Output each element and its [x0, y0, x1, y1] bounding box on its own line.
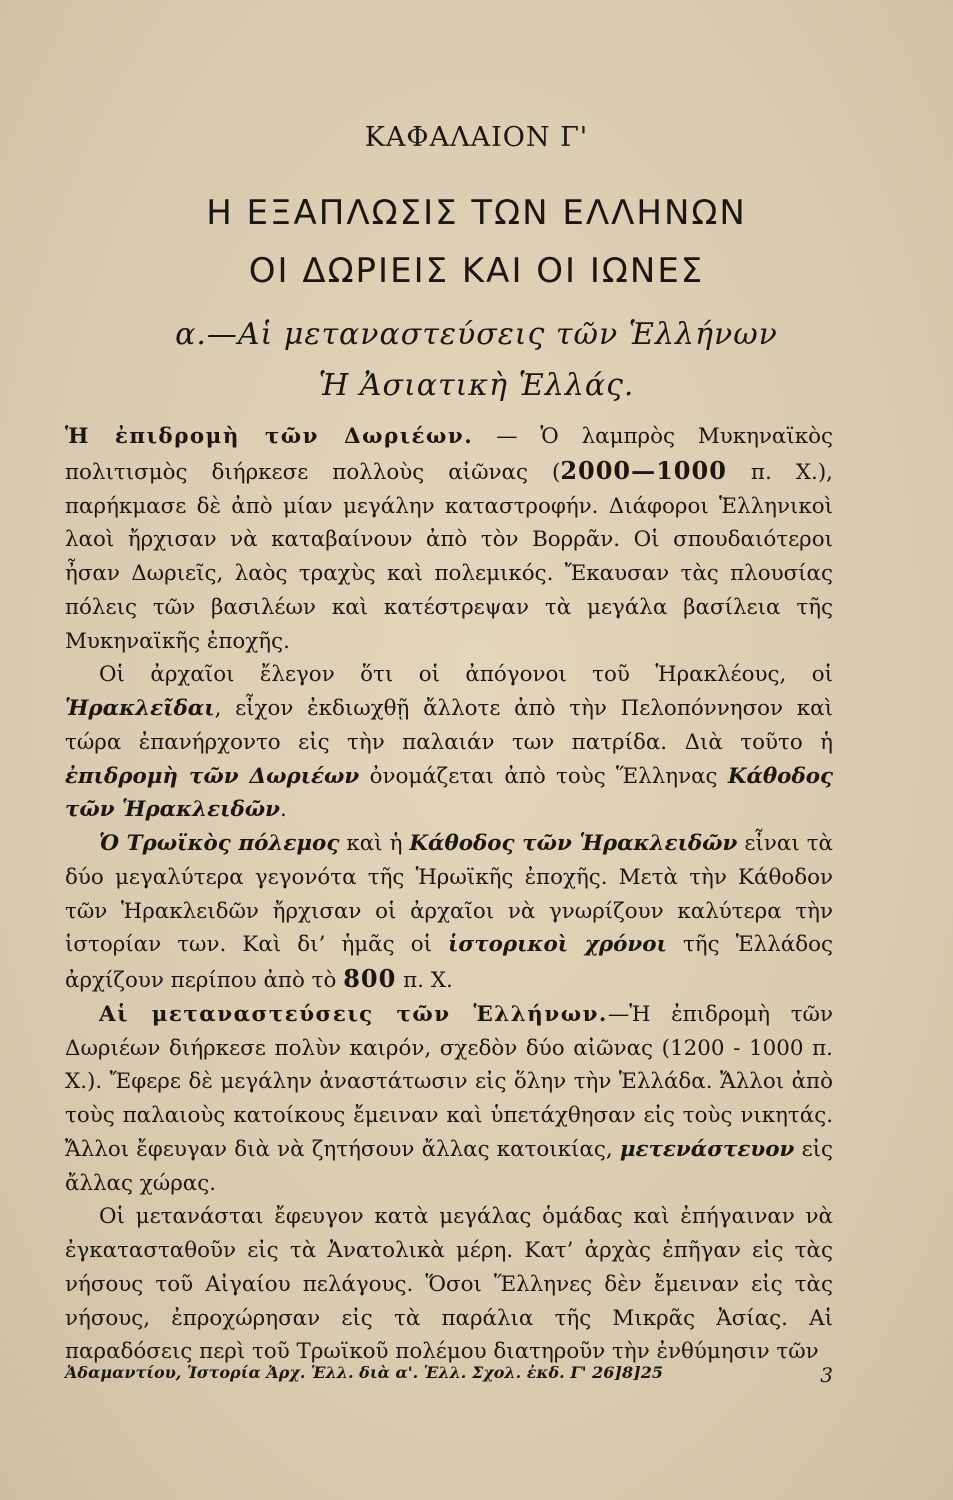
text-span: εἶναι τὰ δύο μεγαλύτερα γεγονότα τῆς Ἡρωϊκῆς ἐποχῆς. Μετὰ τὴν Κάθοδον τῶν Ἡρακλειδῶν ἤρχισαν οἱ ἀρχαῖοι νὰ γνωρίζουν καλύτερα τὴν ἱστορίαν των. Καὶ δι’ ἡμᾶς οἱ — [65, 831, 833, 958]
emphasis: ἐπιδρομὴ τῶν Δωριέων — [65, 763, 360, 789]
text-span: Οἱ ἀρχαῖοι ἔλεγον ὅτι οἱ ἀπόγονοι τοῦ Ἡρακλέους, οἱ — [99, 662, 833, 688]
emphasis: Κάθοδος τῶν Ἡρακλειδῶν — [409, 831, 738, 856]
text-span: —Ἡ ἐπιδρομὴ τῶν Δωριέων διήρκεσε πολὺν καιρόν, σχεδὸν δύο αἰῶνας (1200 - 1000 π. Χ.). Ἔφερε δὲ μεγάλην ἀναστάτωσιν εἰς ὅλην τὴν Ἑλλάδα. Ἄλλοι ἀπὸ τοὺς παλαιοὺς κατοίκους ἔμειναν καὶ ὑπετάχθησαν εἰς τοὺς νικητάς. Ἄλλοι ἔφευγαν διὰ νὰ ζητήσουν ἄλλας κατοικίας, — [65, 1001, 833, 1162]
paragraph-3 — [65, 827, 833, 998]
emphasis: Ἡρακλεῖδαι — [65, 696, 215, 721]
subtitle-line-2: Ἡ Ἀσιατικὴ Ἑλλάς. — [318, 368, 635, 403]
page-number: 3 — [820, 1363, 833, 1387]
title-line-1: Η ΕΞΑΠΛΩΣΙΣ ΤΩΝ ΕΛΛΗΝΩΝ — [206, 193, 747, 233]
text-span: π. Χ. — [396, 968, 453, 993]
emphasis: ἱστορικοὶ χρόνοι — [448, 932, 667, 958]
text-span: . — [280, 797, 287, 823]
paragraph-heading: Αἱ μεταναστεύσεις τῶν Ἑλλήνων. — [99, 1001, 608, 1027]
paragraph-2 — [65, 658, 833, 827]
text-span: — Ὁ λαμπρὸς Μυκηναϊκὸς πολιτισμὸς διήρκεσε πολλοὺς αἰῶνας ( — [65, 424, 833, 485]
emphasis: Κάθοδος τῶν Ἡρακλειδῶν — [65, 763, 834, 823]
date-range: 2000—1000 — [560, 455, 727, 485]
chapter-heading: ΚΑΦΑΛΑΙΟΝ Γ' — [364, 122, 589, 153]
text-span: τῆς Ἑλλάδος ἀρχίζουν περίπου ἀπὸ τὸ — [65, 932, 833, 993]
paragraph-5: Οἱ μετανάσται ἔφευγον κατὰ μεγάλας ὁμάδας καὶ ἐπήγαιναν νὰ ἐγκατασταθοῦν εἰς τὰ Ἀνατολικὰ μέρη. Κατ’ ἀρχὰς ἐπῆγαν εἰς τὰς νήσους τοῦ Αἰγαίου πελάγους. Ὅσοι Ἕλληνες δὲν ἔμειναν εἰς τὰς νήσους, ἐπροχώρησαν εἰς τὰ παράλια τῆς Μικρᾶς Ἀσίας. Αἱ παραδόσεις περὶ τοῦ Τρωϊκοῦ πολέμου διατηροῦν τὴν ἐνθύμησιν τῶν — [65, 1204, 833, 1365]
body-text — [65, 420, 833, 1369]
emphasis: Ὁ Τρωϊκὸς πόλεμος — [99, 831, 340, 856]
paragraph-4 — [65, 998, 833, 1201]
title-line-2: ΟΙ ΔΩΡΙΕΙΣ ΚΑΙ ΟΙ ΙΩΝΕΣ — [248, 251, 705, 291]
emphasis: μετενάστευον — [619, 1136, 795, 1162]
footer-citation: Ἀδαμαντίου, Ἱστορία Ἀρχ. Ἑλλ. διὰ α'. Ἑλλ. Σχολ. ἐκδ. Γ' 26]8]25 — [65, 1363, 663, 1382]
paragraph-1 — [65, 420, 833, 658]
footer — [65, 1363, 833, 1387]
text-span: , εἶχον ἐκδιωχθῇ ἄλλοτε ἀπὸ τὴν Πελοπόννησον καὶ τώρα ἐπανήρχοντο εἰς τὴν παλαιάν των πατρίδα. Διὰ τοῦτο ἡ — [65, 696, 833, 755]
year-number: 800 — [343, 964, 397, 993]
paragraph-heading: Ἡ ἐπιδρομὴ τῶν Δωριέων. — [65, 424, 474, 449]
text-span: ὀνομάζεται ἀπὸ τοὺς Ἕλληνας — [359, 763, 728, 789]
text-span: π. Χ.), παρήκμασε δὲ ἀπὸ μίαν μεγάλην καταστροφήν. Διάφοροι Ἑλληνικοὶ λαοὶ ἤρχισαν νὰ καταβαίνουν ἀπὸ τὸν Βορρᾶν. Οἱ σπουδαιότεροι ἦσαν Δωριεῖς, λαὸς τραχὺς καὶ πολεμικός. Ἔκαυσαν τὰς πλουσίας πόλεις τῶν βασιλέων καὶ κατέστρεψαν τὰ μεγάλα βασίλεια τῆς Μυκηναϊκῆς ἐποχῆς. — [65, 459, 833, 654]
subtitle-line-1: α.—Αἱ μεταναστεύσεις τῶν Ἑλλήνων — [175, 317, 778, 352]
text-span: καὶ ἡ — [339, 831, 410, 856]
text-span: εἰς ἄλλας χώρας. — [65, 1136, 834, 1196]
